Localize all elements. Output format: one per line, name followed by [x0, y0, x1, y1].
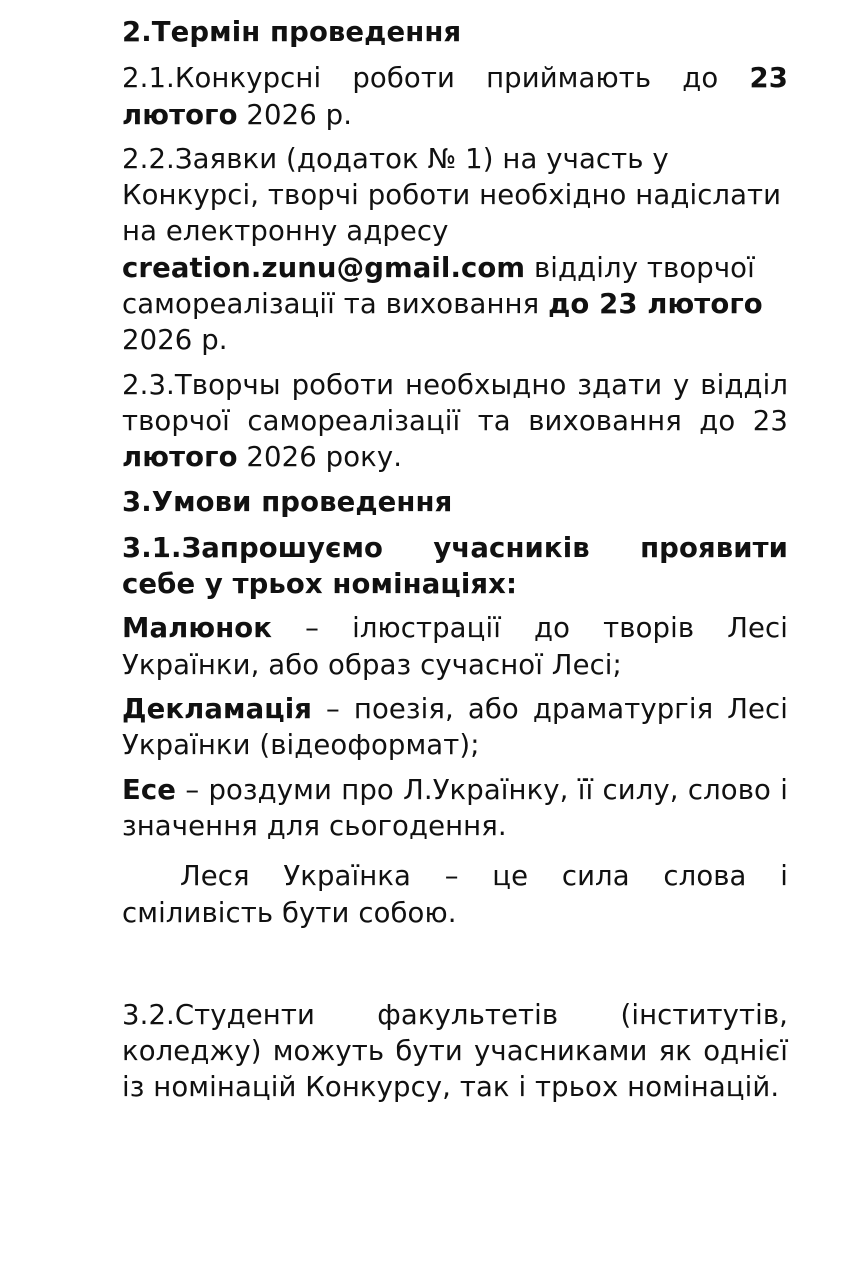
paragraph-2-3 — [122, 367, 788, 476]
text-run: 2.2.Заявки (додаток № 1) на участь у Конкурсі, творчі роботи необхідно надіслати на електронну адресу — [122, 142, 782, 248]
text-run: 2026 р. — [122, 324, 228, 357]
text-run: 2.1.Конкурсні роботи приймають до — [122, 62, 750, 95]
text-run-bold: лютого — [122, 441, 238, 474]
section-heading-term: 2.Термін проведення — [122, 16, 462, 48]
paragraph-quote — [122, 858, 788, 931]
paragraph-nomination-essay — [122, 772, 788, 845]
section-spacer — [122, 939, 788, 997]
text-run-bold: 23 лютого — [122, 62, 788, 131]
email-address[interactable]: creation.zunu@gmail.com — [122, 251, 526, 284]
paragraph-nomination-drawing — [122, 610, 788, 683]
text-run: 3.2.Студенти факультетів (інститутів, коледжу) можуть бути учасниками як однієї із номінацій Конкурсу, так і трьох номінацій. — [122, 998, 788, 1104]
paragraph-2-2 — [122, 141, 788, 359]
paragraph-3-2 — [122, 997, 788, 1106]
text-run-bold: до 23 лютого — [548, 288, 763, 321]
text-run: 2026 року. — [237, 441, 403, 474]
nomination-label: Малюнок — [122, 612, 273, 645]
text-run-bold: 3.1.Запрошуємо учасників проявити себе у трьох номінаціях: — [122, 531, 788, 601]
text-run: – роздуми про Л.Українку, її силу, слово і значення для сьогодення. — [122, 773, 788, 842]
paragraph-nomination-declamation — [122, 691, 788, 764]
paragraph-2-1 — [122, 60, 788, 133]
text-run: Леся Українка – це сила слова і сміливість бути собою. — [122, 860, 788, 929]
text-run: 2.3.Творчы роботи необхыдно здати у відділ творчої самореалізації та виховання до 23 — [122, 368, 788, 437]
text-run: – поезія, або драматургія Лесі Українки (відеоформат); — [122, 693, 788, 762]
text-run: відділу творчої самореалізації та виховання — [122, 251, 755, 321]
text-run: 2026 р. — [237, 98, 353, 131]
section-heading-conditions: 3.Умови проведення — [122, 485, 453, 518]
nomination-label: Есе — [122, 773, 177, 806]
text-run: – ілюстрації до творів Лесі Українки, або образ сучасної Лесі; — [122, 612, 788, 681]
paragraph-3-1 — [122, 530, 788, 603]
nomination-label: Декламація — [122, 693, 313, 726]
